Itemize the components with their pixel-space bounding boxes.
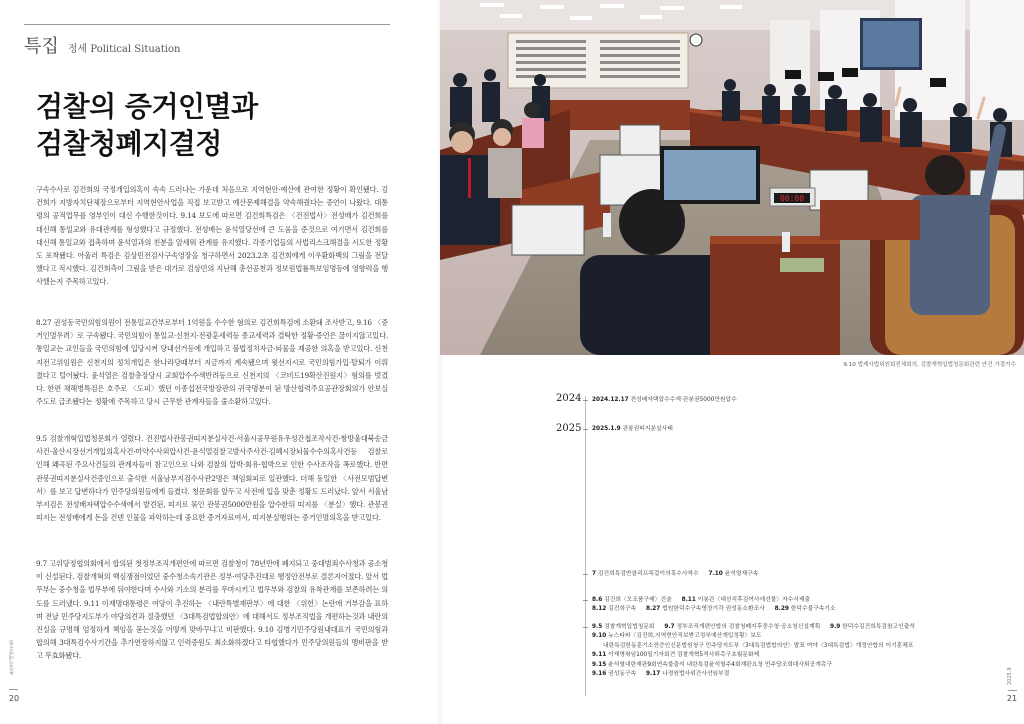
entry-date: 9.5: [592, 624, 603, 630]
entry-date: 9.9: [830, 624, 841, 630]
side-publication-name: 통일시대연구원: [9, 640, 15, 676]
timeline-line: [585, 396, 586, 696]
entry-text: 전성배자택압수수색·관봉권5000만원압수: [630, 397, 737, 403]
entry-date: 8.11: [681, 597, 696, 603]
page-number-rule-left: [9, 689, 18, 690]
entry-text: 김건희〈모조품구매〉진술: [604, 597, 672, 603]
timeline-entry: [592, 396, 737, 405]
paragraph-4: 9.7 고위당정협의회에서 합의된 첫정부조직개편안에 따르면 검찰청이 78년만에 폐지되고 중대범죄수사청과 공소청이 신설된다. 검찰개혁의 핵심쟁점이었던 중수청소속기관은 정부·여당추진대로 행정안전부로 결론지어졌다. 앞서 법무부는 중수청을 법무부에 둬야한다며 수사와 기소의 분리를 무마시키고 법무부와 검찰의 유착관계를 보존하려는 의도를 드러냈다. 9.11 이재명대통령은 여당이 추진하는 〈내란특별재판부〉에 대한 〈위헌〉논란에 거부감을 표하며 전날 민주당지도부가 야당의견과 절충했던 〈3대특검법합의안〉에 대해서도 정부조직법을 개편하는것과 내란의 진실을 규명해 엄정하게 책임을 묻는것을 어떻게 맞바꾸냐고 비판했다. 9.10 김병기민주당원내대표가 국민의힘과 합의해 3대특검수사기간을 추가연장하지않고 인력증원도 최소화하겠다고 타협했다가 민주당의원들의 맹비판을 받고 무효화됐다.: [36, 559, 388, 661]
entry-text: 한덕수불구속기소: [790, 606, 836, 613]
entry-text: 김건희구속: [608, 606, 637, 613]
timeline-entry: [592, 570, 758, 579]
page-number-right: 21: [1006, 694, 1018, 703]
timeline-year-2025: 2025: [556, 423, 582, 434]
entry-text: 이봉관〈대선직후김여사에선물〉자수서제출: [697, 597, 811, 603]
left-page: [0, 0, 440, 724]
section-header: [24, 32, 180, 58]
section-sub: 정세 Political Situation: [67, 44, 181, 55]
committee-meeting-photo: [440, 0, 1024, 355]
entry-text: 검찰개혁입법청문회: [604, 624, 655, 630]
photo-timer-readout: 00:00: [779, 194, 805, 203]
entry-text: 내란특검한동훈기소전증인신문법원청구 민주당지도부〈3대특검법합의안〉발표 여야〈3대특검법〉개정안합의 이기훈체포: [603, 642, 914, 649]
entry-date: 7.10: [708, 571, 723, 577]
entry-text: 김건희특검반클리프목걸이의혹수사착수: [597, 571, 699, 577]
entry-date: 8.27: [646, 606, 661, 613]
entry-text: 윤석열내란재판9회연속불출석 내란특검윤석열주4회재판요청 민주당조희대사퇴공개촉구: [608, 661, 833, 668]
timeline-tick: [583, 627, 588, 628]
header-rule: [24, 24, 390, 25]
timeline-tick: [583, 574, 588, 575]
section-label: 특집: [24, 36, 59, 57]
page-number-left: 20: [8, 694, 20, 703]
timeline-entry: [592, 596, 836, 615]
entry-date: 9.15: [592, 661, 607, 668]
entry-date: 9.11: [592, 652, 607, 659]
paragraph-2: 8.27 권성동국민의힘의원이 전통일교간부로부터 1억원을 수수한 혐의로 김건희특검에 소환돼 조사받고, 9.16 〈증거인멸우려〉로 구속됐다. 국민의힘이 통일교·신천지·전광훈세력등 종교세력과 결탁한 정황·증언은 끊이지않고있다. 통일교는 교인들을 국민의힘에 입당시켜 당내선거등에 개입하고 불법정치자금·뇌물을 제공한 의혹을 받고있다. 신천지전고위임원은 신천지의 정치개입은 한나라당때부터 지금까지 계속됐으며 윗선지시로 국민의힘가입·탈퇴가 이뤄졌다고 털어놨다. 윤석열은 검찰총장당시 교회압수수색반려등으로 신천지의 〈코비드19확산진원지〉혐의를 벗겼다. 한편 채해병특검은 호주로 〈도피〉했던 이종섭전국방장관의 귀국명분이 된 방산협력주요공관장회의가 안보실주도로 급조됐다는 정황에 주목하고 당시 근무한 관계자들을 줄소환하고있다.: [36, 318, 388, 407]
entry-date: 8.6: [592, 597, 603, 603]
entry-text: 법원한덕수구속영장기각 권성동소환조사: [662, 606, 765, 613]
entry-text: 이재명취임100일기자회견 검찰개혁5적사퇴촉구초월문화제: [608, 652, 760, 659]
timeline-entry: [592, 425, 673, 434]
entry-text: 뉴스타파〈김건희,지역현안직보받고정부예산개입정황〉보도: [608, 633, 762, 640]
title-line-1: 검찰의 증거인멸과: [36, 90, 258, 123]
timeline-tick: [583, 400, 588, 401]
entry-date: 2024.12.17: [592, 397, 629, 403]
photo-caption: 9.10 법제사법위원회전체회의, 검찰개혁입법청문회관련 안건 가결거수: [843, 362, 1016, 368]
side-issue-date: 2025.9: [1007, 667, 1013, 685]
timeline-year-2024: 2024: [556, 393, 582, 404]
entry-date: 9.10: [592, 633, 607, 640]
entry-text: 정부조직개편안합의 검찰청폐지후중수청·공소청신설계획: [676, 624, 821, 630]
entry-text: 한덕수김건희특검참고인출석: [842, 624, 915, 630]
entry-date: 7: [592, 571, 597, 577]
article-title: [36, 88, 258, 162]
paragraph-1: 구속수사로 김건희의 국정개입의혹이 속속 드러나는 가운데 처음으로 지역현안·예산에 관여한 정황이 확인됐다. 김건희가 지방자치단체장으로부터 지역현안사업을 직접 보고받고 예산문제해결을 약속해줬다는 증언이 나왔다. 대통령의 공적업무를 영부인이 대신 수행한것이다. 9.14 보도에 따르면 김건희특검은 〈건진법사〉전성배가 김건희를 대신해 통일교와 유대관계를 형성했다고 규정했다. 전성배는 윤석열당선에 큰 도움을 준것으로 여기면서 김건희를 대신해 통일교와 접촉하며 윤석열과의 친분을 앞세워 관계를 유지했다. 각종기업들의 사법리스크해결을 시도한 정황도 포착됐다. 아울러 특검은 김상민전검사구속영장을 청구하면서 2023.2초 김건희에게 이우환화백의 그림을 전달했다고 적시했다. 김건희측이 그림을 받은 대가로 김상민의 지난해 총선공천과 정보원법률특보임명등에 영향력을 행사했는지 주목하고있다.: [36, 185, 388, 287]
entry-date: 8.29: [774, 606, 789, 613]
entry-date: 2025.1.9: [592, 426, 621, 432]
entry-date: 8.12: [592, 606, 607, 613]
paragraph-3: 9.5 검찰개혁입법청문회가 열렸다. 건진법사관봉권띠지분실사건·서울시공무원유우성간첩조작사건·쌍방울대북송금사건·울산시장선거개입의혹사건·마약수사외압사건·윤석열검찰고발사주사건·김혜시장뇌물수수의혹사건등 검찰로 인해 왜곡된 주요사건들의 관계자들이 참고인으로 나와 검찰의 압박·회유·협박으로 인한 수사조작을 폭로했다. 반면 관봉권띠지분실사건증인으로 출석한 서울남부지검수사관2명은 책임회피로 일관했다. 더해 동일한 〈사전모범답변서〉를 보고 답변하다가 민주당의원들에게 들켰다. 청문회를 앞두고 사전에 입을 맞춘 정황도 드러났다. 앞서 서울남부지검은 전성배자택압수수색에서 발견된, 띠지로 묶인 관봉권5000만원을 압수한뒤 띠지를 〈분실〉했다. 관봉권띠지는 전성배에게 돈을 건넨 인물을 파악하는데 중요한 증거자료여서, 띠지분실행위는 증거인멸의혹을 받고있다.: [36, 434, 388, 523]
entry-date: 9.7: [664, 624, 675, 630]
timeline-tick: [583, 429, 588, 430]
entry-date: 9.16: [592, 671, 607, 678]
timeline-tick: [583, 600, 588, 601]
entry-text: 관봉권띠지분실사태: [622, 426, 673, 432]
entry-text: 나경원법사위간사선임부결: [662, 671, 730, 678]
timeline-entry: [592, 623, 915, 679]
entry-text: 윤석열재구속: [724, 571, 759, 577]
entry-date: 9.17: [646, 671, 661, 678]
title-line-2: 검찰청폐지결정: [36, 127, 222, 160]
page-number-rule-right: [1008, 690, 1017, 691]
entry-text: 권성동구속: [608, 671, 637, 678]
